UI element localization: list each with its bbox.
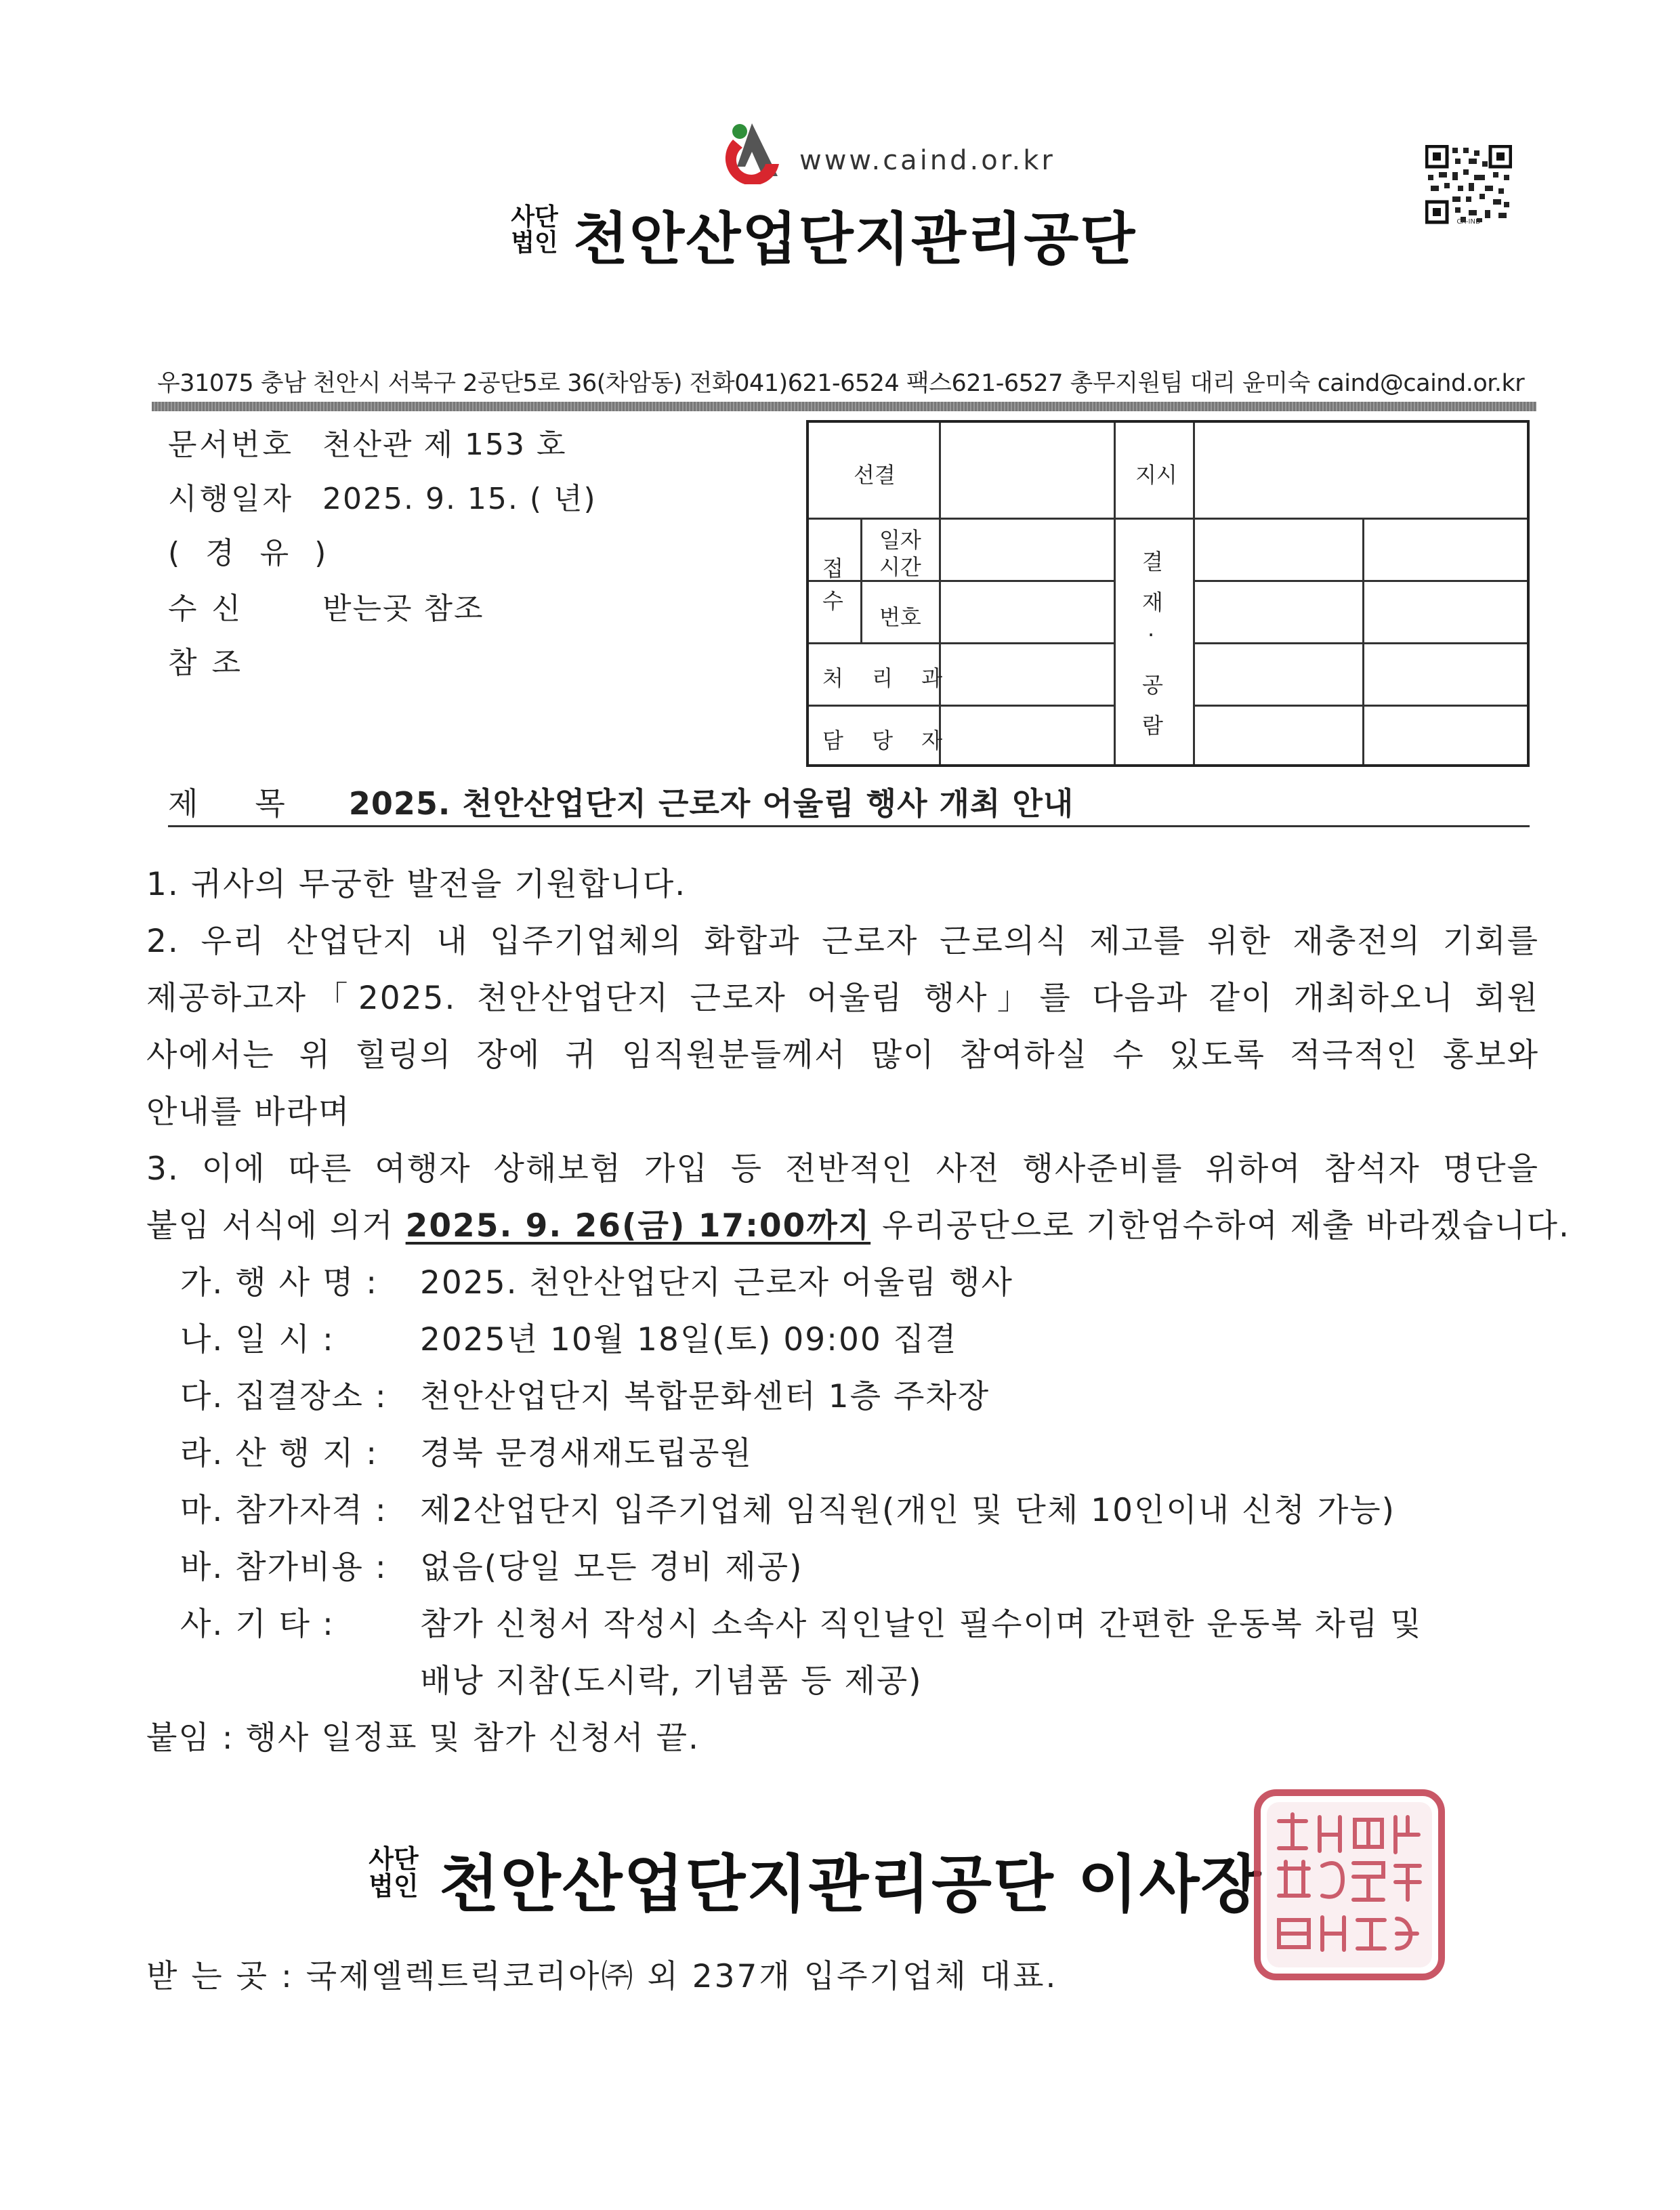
- jeopsu-label-1: 접: [822, 556, 843, 581]
- issuer-prefix-bottom: 법인: [369, 1871, 419, 1901]
- issue-date-value: 2025. 9. 15. ( 년): [322, 482, 597, 516]
- item-label-hiking-site: 라. 산 행 지 :: [180, 1435, 379, 1472]
- item-value-hiking-site: 경북 문경새재도립공원: [420, 1435, 753, 1472]
- paragraph-2-line-4: 안내를 바라며: [146, 1093, 351, 1131]
- issue-date-label: 시행일자: [168, 482, 295, 516]
- org-prefix-top: 사단: [511, 203, 558, 231]
- header-divider: [152, 402, 1536, 411]
- paragraph-2-line-2: 제공하고자「2025. 천안산업단지 근로자 어울림 행사」를 다음과 같이 개최하오니 회원: [146, 980, 1539, 1017]
- item-label-fee: 바. 참가비용 :: [180, 1549, 387, 1586]
- recipients-line: 받 는 곳 : 국제엘렉트릭코리아㈜ 외 237개 입주기업체 대표.: [146, 1958, 1058, 1995]
- qr-caption: CA-IND: [1456, 218, 1481, 226]
- official-seal-icon: [1252, 1787, 1447, 1982]
- organization-logo-icon: [713, 117, 786, 184]
- paragraph-2-line-1: 2. 우리 산업단지 내 입주기업체의 화합과 근로자 근로의식 제고를 위한 재충전의 기회를: [146, 923, 1539, 960]
- reference-label: 참 조: [168, 646, 243, 680]
- item-label-meeting-place: 다. 집결장소 :: [180, 1378, 387, 1415]
- issuer-prefix-top: 사단: [369, 1844, 419, 1874]
- item-value-other: 참가 신청서 작성시 소속사 직인날인 필수이며 간편한 운동복 차림 및: [420, 1606, 1423, 1643]
- org-type-prefix: [507, 205, 562, 256]
- organization-name: 천안산업단지관리공단: [573, 206, 1137, 272]
- paragraph-3-pre: 붙임 서식에 의거: [146, 1207, 406, 1245]
- item-value-event-name: 2025. 천안산업단지 근로자 어울림 행사: [420, 1264, 1013, 1301]
- number-label: 번호: [879, 604, 921, 630]
- approval-table: [806, 420, 1530, 767]
- item-value-eligibility: 제2산업단지 입주기업체 임직원(개인 및 단체 10인이내 신청 가능): [420, 1492, 1396, 1529]
- attachment-line: 붙임 : 행사 일정표 및 참가 신청서 끝.: [146, 1719, 700, 1757]
- item-value-meeting-place: 천안산업단지 복합문화센터 1층 주차장: [420, 1378, 990, 1415]
- sender-address: 우31075 충남 천안시 서북구 2공단5로 36(차암동) 전화041)621-6524 팩스621-6527 총무지원팀 대리 윤미숙 caind@caind.or.kr: [157, 370, 1525, 397]
- via-label: ( 경 유 ): [168, 536, 335, 570]
- seongyeol-label: 선결: [854, 462, 896, 488]
- item-label-datetime: 나. 일 시 :: [180, 1321, 335, 1358]
- jisi-label: 지시: [1135, 462, 1177, 488]
- item-label-other: 사. 기 타 :: [180, 1606, 335, 1643]
- paragraph-3-post: 우리공단으로 기한엄수하여 제출 바라겠습니다.: [870, 1207, 1570, 1245]
- recipient-value: 받는곳 참조: [322, 591, 484, 626]
- item-value-other-continued: 배낭 지참(도시락, 기념품 등 제공): [420, 1663, 923, 1700]
- person-label: 담 당 자: [822, 728, 954, 753]
- approval-char-4: 공: [1142, 672, 1163, 698]
- paragraph-3-line-1: 3. 이에 따른 여행자 상해보험 가입 등 전반적인 사전 행사준비를 위하여 참석자 명단을: [146, 1150, 1539, 1188]
- paragraph-2-line-3: 사에서는 위 힐링의 장에 귀 임직원분들께서 많이 참여하실 수 있도록 적극적인 홍보와: [146, 1037, 1539, 1074]
- submission-deadline: 2025. 9. 26(금) 17:00까지: [405, 1207, 871, 1245]
- approval-char-1: 결: [1142, 549, 1163, 575]
- subject-text: 2025. 천안산업단지 근로자 어울림 행사 개최 안내: [348, 785, 1074, 822]
- issuer-type-prefix: [366, 1846, 421, 1900]
- paragraph-3-line-2: [146, 1201, 1570, 1246]
- doc-number-label: 문서번호: [168, 428, 295, 462]
- paragraph-1: 1. 귀사의 무궁한 발전을 기원합니다.: [146, 866, 687, 903]
- issuer-name: 천안산업단지관리공단 이사장: [439, 1848, 1263, 1921]
- approval-char-3: ·: [1148, 622, 1155, 648]
- org-prefix-bottom: 법인: [511, 229, 558, 257]
- subject-label: 제목: [168, 785, 342, 822]
- item-value-datetime: 2025년 10월 18일(토) 09:00 집결: [420, 1321, 958, 1358]
- time-label: 시간: [879, 554, 921, 580]
- approval-char-5: 람: [1142, 713, 1163, 738]
- item-label-event-name: 가. 행 사 명 :: [180, 1264, 379, 1301]
- dept-label: 처 리 과: [822, 665, 954, 691]
- jeopsu-label-2: 수: [822, 588, 843, 614]
- doc-number-value: 천산관 제 153 호: [322, 428, 567, 462]
- approval-char-2: 재: [1142, 589, 1163, 615]
- date-label: 일자: [879, 527, 921, 553]
- recipient-label: 수 신: [168, 591, 243, 626]
- item-value-fee: 없음(당일 모든 경비 제공): [420, 1549, 803, 1586]
- subject-divider: [168, 825, 1530, 827]
- site-url: www.caind.or.kr: [799, 145, 1055, 176]
- subject-row: [168, 779, 1074, 824]
- item-label-eligibility: 마. 참가자격 :: [180, 1492, 387, 1529]
